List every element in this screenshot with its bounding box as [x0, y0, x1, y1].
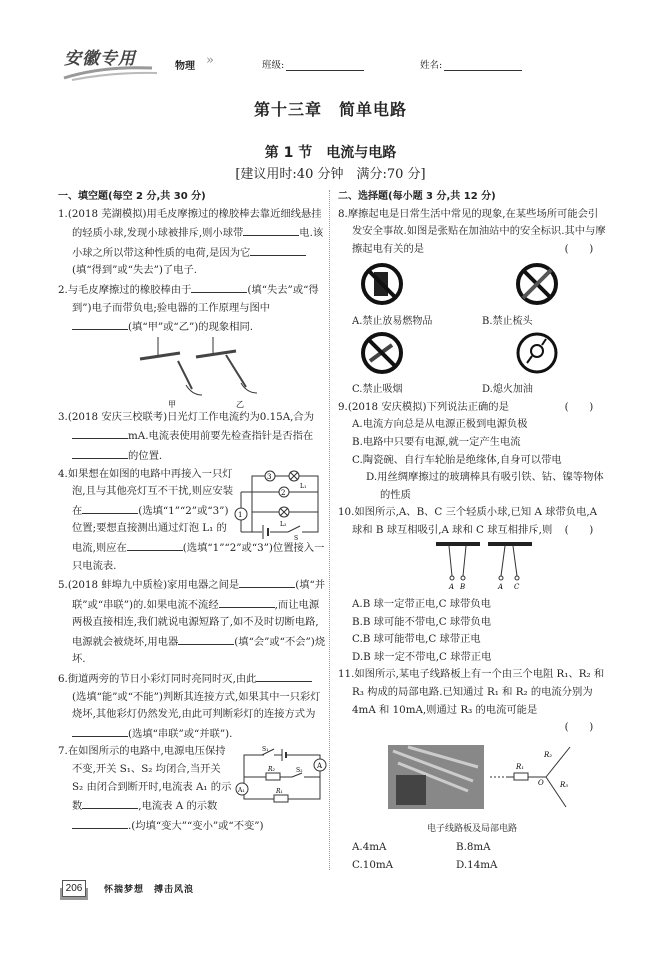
logo-text: 安徽专用 — [64, 49, 136, 69]
ball-b-label: B — [460, 582, 466, 591]
question-text: (填“得到”或“失去”)了电子. — [72, 264, 198, 277]
question-8-text: 8.摩擦起电是日常生活中常见的现象,在某些场所可能会引发安全事故.如图是张贴在加油站中的安全标识.其中与摩擦起电有关的是 — [338, 207, 606, 255]
footer-slogan: 怀揣梦想 搏击风浪 — [104, 885, 195, 895]
page-number: 206 — [62, 880, 86, 897]
question-text: (选填“串联”或“并联”). — [128, 727, 233, 740]
r1-label: R₁ — [276, 788, 283, 796]
question-1 — [58, 206, 326, 280]
q11-options — [338, 839, 606, 874]
safety-signs — [338, 262, 606, 398]
r3-label: R₃ — [560, 780, 569, 789]
answer-blank[interactable] — [239, 575, 295, 588]
sign-b — [482, 262, 612, 330]
q9-option-b[interactable]: B.电路中只要有电源,就一定产生电流 — [352, 435, 521, 448]
q10-option-a[interactable]: A.B 球一定带正电,C 球带负电 — [352, 598, 491, 611]
figure-caption: 电子线路板及局部电路 — [426, 824, 517, 835]
question-3 — [58, 409, 326, 466]
question-9 — [338, 399, 606, 417]
q11-option-b[interactable]: B.8mA — [456, 841, 491, 854]
position-1-label: 1 — [238, 510, 243, 519]
answer-blank[interactable] — [72, 317, 128, 330]
question-text: ,而让电源两极直接相连,我们就说电源短路了,如不及时切断电路,电源就会被烧坏,用电器 — [72, 598, 320, 648]
question-5 — [58, 575, 326, 669]
answer-blank[interactable] — [219, 595, 275, 608]
option-d[interactable]: D.熄火加油 — [482, 384, 533, 396]
question-10 — [338, 504, 606, 539]
chapter-title: 第十三章 简单电路 — [253, 100, 407, 119]
question-text: (选填“1”“2”或“3”)位置接入一只电流表. — [72, 541, 325, 572]
ball-c-label: C — [514, 582, 520, 591]
question-8 — [338, 206, 606, 259]
figure-rods — [58, 337, 326, 409]
question-11 — [338, 666, 606, 734]
l1-label: L₁ — [300, 482, 307, 490]
option-c[interactable]: C.禁止吸烟 — [352, 384, 403, 396]
chevron-icon: » — [206, 53, 214, 68]
q10-option-b[interactable]: B.B 球可能不带电,C 球带负电 — [352, 615, 492, 628]
balls-diagram — [338, 540, 606, 590]
question-9-text: 9.(2018 安庆模拟)下列说法正确的是 — [338, 400, 509, 413]
part1 — [58, 188, 326, 835]
question-text: 4.如果想在如图的电路中再接入一只灯泡,且与其他亮灯互不干扰,则应安装在 — [58, 467, 233, 517]
answer-blank[interactable] — [82, 501, 138, 514]
question-4-block — [58, 466, 326, 576]
r2-label: R₂ — [268, 766, 275, 774]
q9-option-d[interactable]: D.用丝绸摩擦过的玻璃棒具有吸引铁、钴、镍等物体的性质 — [366, 471, 604, 501]
answer-blank[interactable] — [72, 426, 128, 439]
s2-label: S₂ — [296, 767, 303, 775]
answer-blank[interactable] — [243, 223, 299, 236]
column-divider — [329, 190, 330, 870]
question-7-block — [58, 743, 326, 835]
rods-diagram — [58, 337, 326, 409]
question-text: (填“并联”或“串联”)的.如果电流不流经 — [72, 579, 326, 611]
question-text: (填“失去”或“得到”)电子而带负电;验电器的工作原理与图中 — [72, 283, 319, 314]
fuel-nozzle-icon — [482, 331, 582, 375]
answer-blank[interactable] — [191, 280, 247, 293]
question-text: (填“甲”或“乙”)的现象相同. — [128, 321, 254, 334]
question-text: (选填“1”“2”或“3”)位置;要想直接测出通过灯泡 L₁ 的电流,则应在 — [72, 504, 229, 554]
s1-label: S₁ — [262, 746, 269, 754]
answer-paren[interactable]: ( ) — [564, 721, 594, 734]
answer-paren[interactable]: ( ) — [564, 242, 594, 255]
option-b[interactable]: B.禁止梳头 — [482, 315, 533, 327]
no-smoking-icon — [352, 331, 412, 375]
q11-option-c[interactable]: C.10mA — [352, 858, 394, 871]
label-jia: 甲 — [168, 399, 176, 409]
question-2 — [58, 280, 326, 337]
part2 — [338, 188, 606, 874]
no-flammables-icon — [352, 262, 412, 306]
question-10-text: 10.如图所示,A、B、C 三个轻质小球,已知 A 球带负电,A 球和 B 球互相吸引,A 球和 C 球互相排斥,则 — [338, 506, 598, 536]
question-11-text: 11.如图所示,某电子线路板上有一个由三个电阻 R₁、R₂ 和 R₃ 构成的局部电路.已知通过 R₁ 和 R₂ 的电流分别为 4mA 和 10mA,则通过 R₃ 的电流可能是 — [338, 668, 605, 716]
circuit-board-figure — [338, 741, 606, 815]
label-yi: 乙 — [236, 399, 244, 409]
question-text: 1.(2018 芜湖模拟)用毛皮摩擦过的橡胶棒去靠近细线悬挂的轻质小球,发现小球被排斥,则小球带 — [58, 207, 322, 240]
question-text: 5.(2018 蚌埠九中质检)家用电器之间是 — [58, 579, 240, 592]
answer-blank[interactable] — [72, 446, 128, 459]
question-text: .(均填“变大”“变小”或“不变”) — [128, 819, 264, 832]
question-6 — [58, 669, 326, 743]
circuit-diagram-q4 — [238, 470, 326, 542]
l2-label: L₂ — [280, 520, 287, 528]
answer-blank[interactable] — [127, 538, 183, 551]
sign-d — [482, 331, 612, 399]
answer-blank[interactable] — [72, 816, 128, 829]
r2-label: R₂ — [544, 750, 553, 759]
question-text: (填“会”或“不会”)烧坏. — [72, 635, 326, 666]
question-text: 3.(2018 安庆三校联考)日光灯工作电流约为0.15A,合为 — [58, 410, 315, 423]
name-label: 姓名: — [420, 60, 443, 71]
name-field[interactable] — [420, 57, 522, 71]
q10-option-d[interactable]: D.B 球一定不带电,C 球带正电 — [352, 650, 492, 663]
question-text: ,电流表 A 的示数 — [138, 800, 218, 813]
question-text: 2.与毛皮摩擦过的橡胶棒由于 — [58, 283, 192, 296]
ammeter-a1-label: A₁ — [238, 787, 245, 795]
r1-label: R₁ — [516, 762, 525, 771]
position-3-label: 3 — [267, 472, 272, 481]
question-text: 电.该小球之所以带这种性质的电荷,是因为它 — [72, 227, 324, 259]
switch-s-label: S — [294, 534, 299, 542]
answer-blank[interactable] — [178, 632, 234, 645]
q9-option-a[interactable]: A.电流方向总是从电源正极到电源负极 — [352, 418, 528, 431]
class-field[interactable] — [262, 57, 364, 71]
ammeter-a-label: A — [317, 762, 323, 771]
question-text: 6.街道两旁的节日小彩灯同时亮同时灭,由此 — [58, 673, 257, 686]
answer-paren[interactable]: ( ) — [564, 400, 594, 413]
q11-option-d[interactable]: D.14mA — [456, 858, 498, 871]
ball-a-label: A — [449, 582, 455, 591]
position-2-label: 2 — [281, 488, 286, 497]
circuit-diagram-q7 — [234, 747, 324, 803]
node-o-label: O — [538, 778, 544, 787]
sign-c — [352, 331, 482, 399]
question-text: 7.在如图所示的电路中,电源电压保持不变,开关 S₁、S₂ 均闭合,当开关 S₂ 由闭合到断开时,电流表 A₁ 的示数 — [58, 745, 232, 813]
subject-label: 物理 — [175, 61, 195, 72]
q9-option-c[interactable]: C.陶瓷碗、自行车轮胎是绝缘体,自身可以带电 — [352, 453, 562, 466]
part2-title: 二、选择题(每小题 3 分,共 12 分) — [338, 191, 496, 202]
logo — [62, 44, 172, 82]
name-input[interactable] — [444, 59, 522, 71]
q11-option-a[interactable]: A.4mA — [352, 841, 387, 854]
sign-a — [352, 262, 482, 330]
answer-blank[interactable] — [256, 669, 312, 682]
q10-option-c[interactable]: C.B 球可能带电,C 球带正电 — [352, 633, 481, 646]
question-text: 的位置. — [128, 449, 163, 462]
answer-blank[interactable] — [250, 243, 306, 256]
class-label: 班级: — [262, 60, 285, 71]
no-combing-icon — [482, 262, 582, 306]
class-input[interactable] — [286, 59, 364, 71]
section-title: 第 1 节 电流与电路 — [264, 145, 397, 161]
answer-blank[interactable] — [72, 724, 128, 737]
question-text: mA.电流表使用前要先检查指针是否指在 — [128, 430, 314, 443]
ball-a2-label: A — [498, 582, 504, 591]
part1-title: 一、填空题(每空 2 分,共 30 分) — [58, 191, 206, 202]
question-text: (选填“能”或“不能”)判断其连接方式,如果其中一只彩灯烧坏,其他彩灯仍然发光,由此可判断彩灯的连接方式为 — [72, 690, 321, 721]
time-info: [建议用时:40 分钟 满分:70 分] — [235, 167, 426, 182]
answer-blank[interactable] — [82, 796, 138, 809]
answer-paren[interactable]: ( ) — [564, 523, 594, 536]
option-a[interactable]: A.禁止放易燃物品 — [352, 315, 433, 327]
